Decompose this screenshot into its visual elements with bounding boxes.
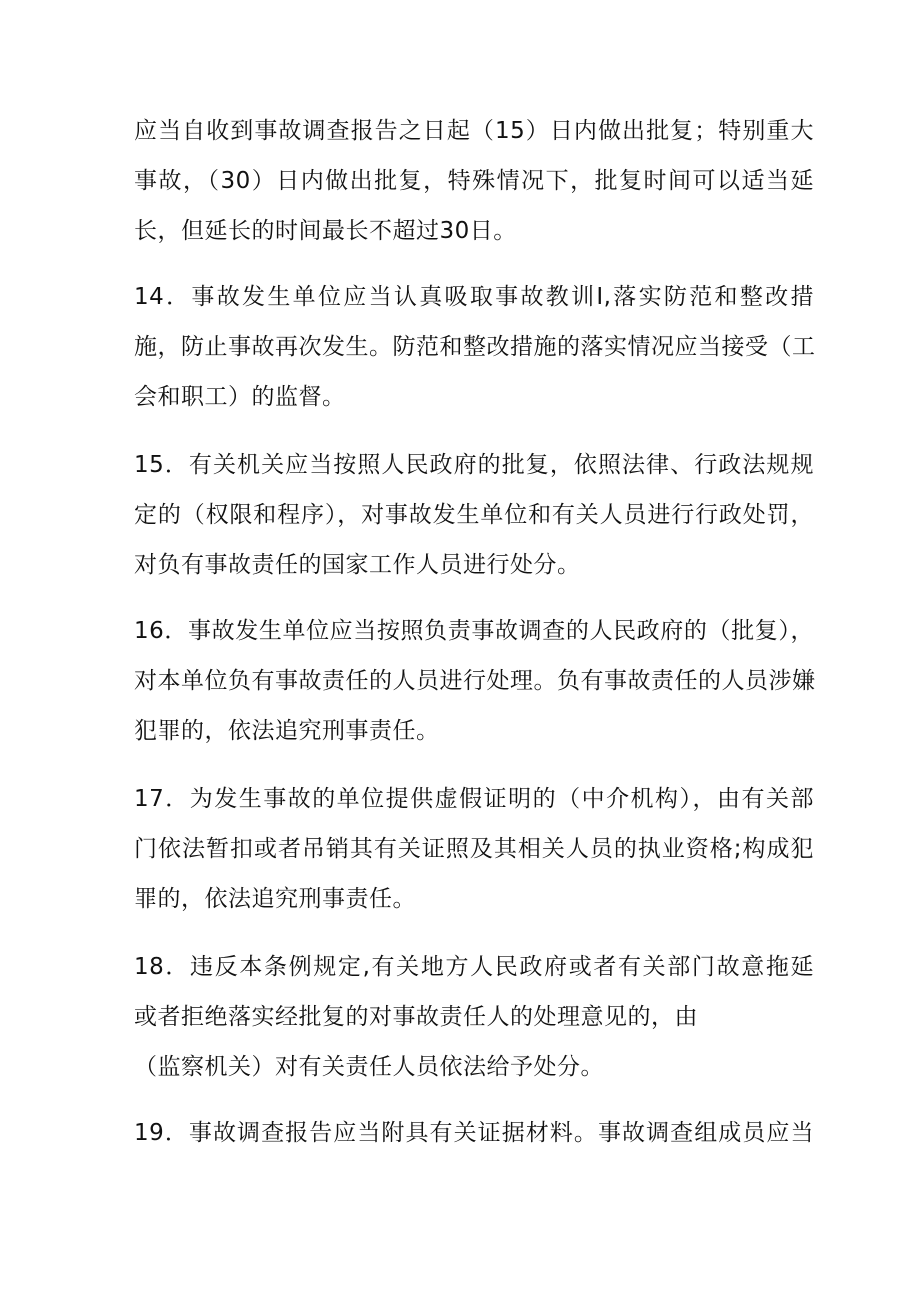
text-line: 或者拒绝落实经批复的对事故责任人的处理意见的，由: [134, 1004, 698, 1030]
text-line: 定的（权限和程序），对事故发生单位和有关人员进行行政处罚，: [134, 502, 814, 528]
text-line: 19．事故调查报告应当附具有关证据材料。事故调查组成员应当: [134, 1120, 814, 1146]
text-line: 施，防止事故再次发生。防范和整改措施的落实情况应当接受（工: [134, 334, 816, 360]
text-line: （监察机关）对有关责任人员依法给予处分。: [134, 1054, 604, 1080]
text-line: 对本单位负有事故责任的人员进行处理。负有事故责任的人员涉嫌: [134, 668, 816, 694]
text-line: 应当自收到事故调查报告之日起（15）日内做出批复；特别重大: [134, 118, 814, 144]
paragraph-13-continued: [134, 106, 814, 256]
text-line: 18．违反本条例规定,有关地方人民政府或者有关部门故意拖延: [134, 954, 814, 980]
paragraph-14: [134, 272, 814, 422]
paragraph-17: [134, 774, 814, 924]
text-line: 15．有关机关应当按照人民政府的批复，依照法律、行政法规规: [134, 452, 814, 478]
text-line: 事故，（30）日内做出批复，特殊情况下，批复时间可以适当延: [134, 168, 814, 194]
text-line: 犯罪的，依法追究刑事责任。: [134, 718, 440, 744]
text-line: 17．为发生事故的单位提供虚假证明的（中介机构），由有关部: [134, 786, 814, 812]
text-line: 会和职工）的监督。: [134, 384, 346, 410]
paragraph-19: [134, 1108, 814, 1158]
paragraph-16: [134, 606, 814, 756]
text-line: 14．事故发生单位应当认真吸取事故教训I,落实防范和整改措: [134, 284, 814, 310]
text-line: 16．事故发生单位应当按照负责事故调查的人民政府的（批复），: [134, 618, 814, 644]
paragraph-18: [134, 942, 814, 1092]
text-line: 门依法暂扣或者吊销其有关证照及其相关人员的执业资格;构成犯: [134, 836, 814, 862]
text-line: 长，但延长的时间最长不超过30日。: [134, 218, 517, 244]
paragraph-15: [134, 440, 814, 590]
text-line: 罪的，依法追究刑事责任。: [134, 886, 416, 912]
text-line: 对负有事故责任的国家工作人员进行处分。: [134, 552, 581, 578]
